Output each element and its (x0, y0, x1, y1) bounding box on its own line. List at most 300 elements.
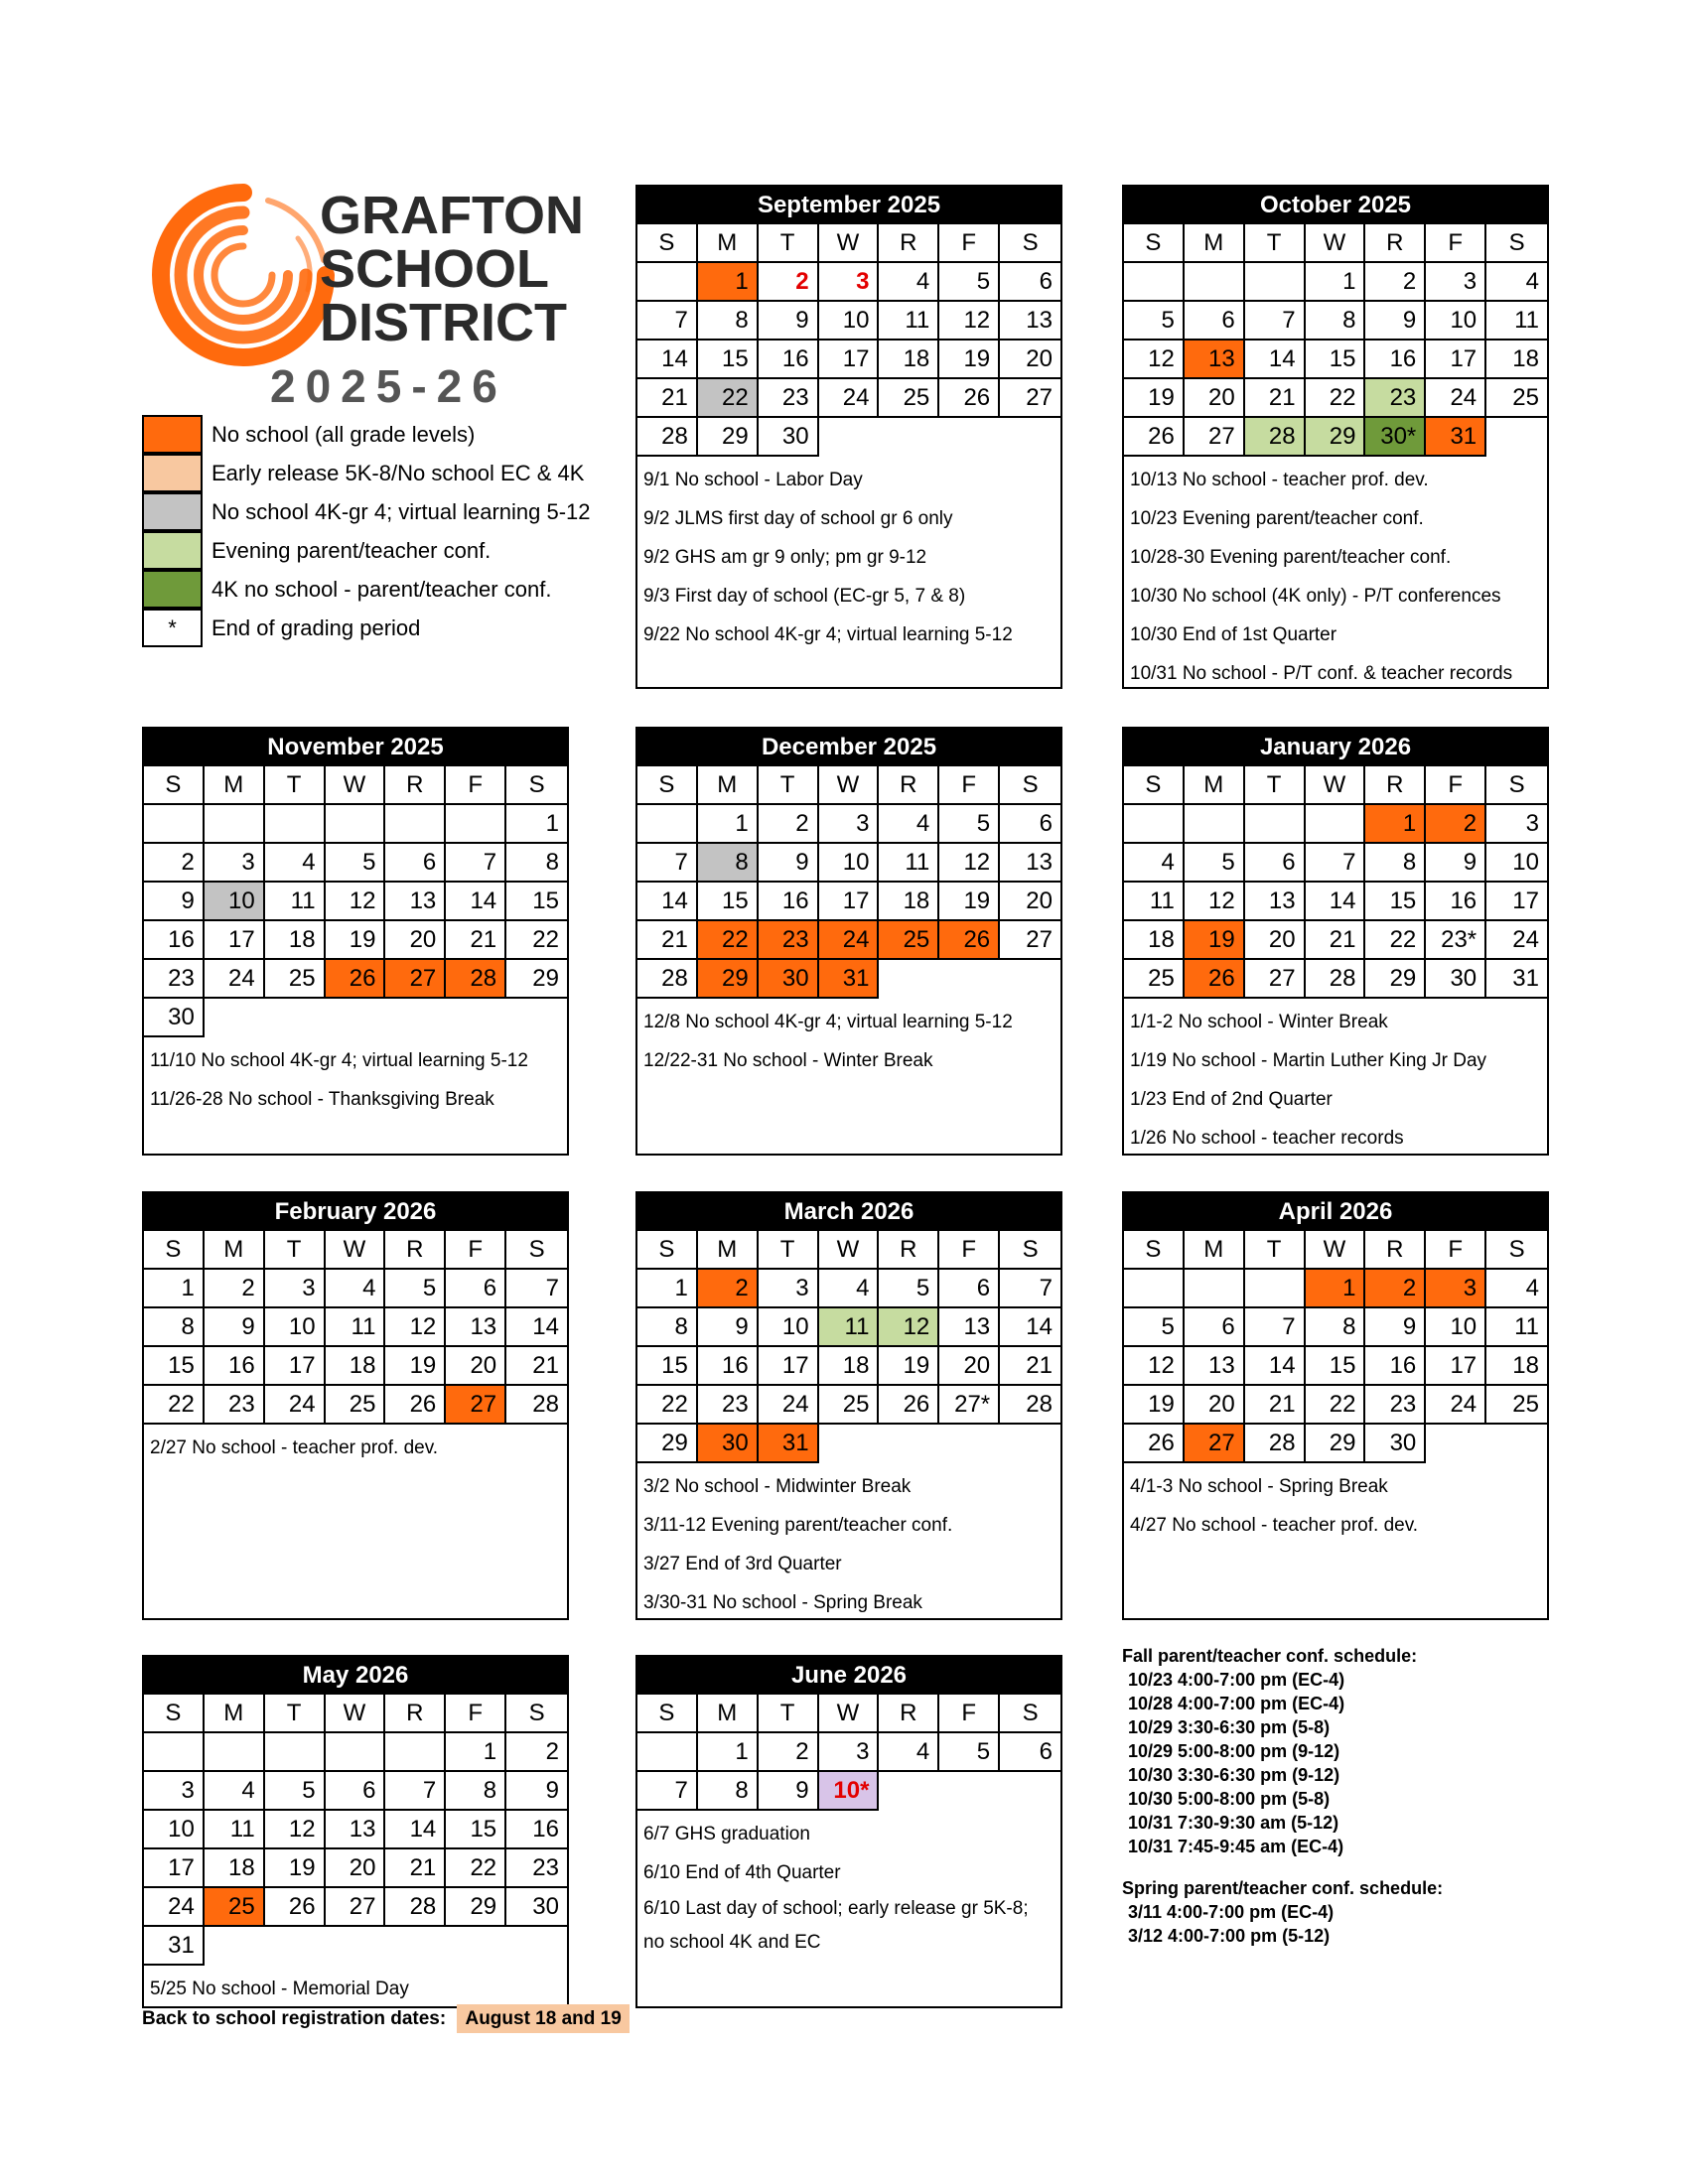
day-cell: 16 (1365, 1347, 1426, 1386)
day-cell: 30 (1426, 960, 1486, 999)
day-cell: 15 (144, 1347, 205, 1386)
empty-cell (265, 999, 326, 1037)
weekday-header: R (385, 1695, 446, 1733)
day-cell: 19 (265, 1849, 326, 1888)
day-cell: 14 (446, 883, 506, 921)
weekday-header: T (759, 224, 819, 263)
day-cell: 19 (939, 341, 1000, 379)
note-item: 11/10 No school 4K-gr 4; virtual learning 5-12 (150, 1050, 528, 1071)
empty-cell (1426, 1425, 1486, 1463)
day-cell: 17 (1426, 1347, 1486, 1386)
day-cell: 18 (879, 883, 939, 921)
weekday-header: W (1306, 1231, 1366, 1270)
month-notes (637, 457, 1060, 660)
day-cell: 23 (144, 960, 205, 999)
day-cell: 3 (819, 263, 880, 302)
month-grid (144, 1231, 567, 1425)
day-cell: 26 (1185, 960, 1245, 999)
day-cell: 8 (144, 1308, 205, 1347)
weekday-header: M (1185, 766, 1245, 805)
month-calendar (1122, 185, 1549, 689)
day-cell: 30 (144, 999, 205, 1037)
legend-row (142, 531, 599, 570)
day-cell: 28 (637, 960, 698, 999)
empty-cell (385, 1927, 446, 1966)
day-cell: 26 (1124, 1425, 1185, 1463)
day-cell: 16 (759, 883, 819, 921)
empty-cell (819, 1425, 880, 1463)
day-cell: 30 (698, 1425, 759, 1463)
weekday-header: T (1245, 766, 1306, 805)
note-item: 12/22-31 No school - Winter Break (643, 1050, 933, 1071)
day-cell: 7 (1306, 844, 1366, 883)
empty-cell (879, 1425, 939, 1463)
day-cell: 7 (637, 1772, 698, 1811)
weekday-header: T (265, 766, 326, 805)
empty-cell (1124, 805, 1185, 844)
empty-cell (265, 1927, 326, 1966)
day-cell: 11 (879, 302, 939, 341)
day-cell: 4 (205, 1772, 265, 1811)
day-cell: 17 (144, 1849, 205, 1888)
day-cell: 4 (879, 263, 939, 302)
weekday-header: S (506, 766, 567, 805)
day-cell: 18 (205, 1849, 265, 1888)
weekday-header: F (1426, 1231, 1486, 1270)
empty-cell (326, 1733, 386, 1772)
day-cell: 25 (265, 960, 326, 999)
day-cell: 27 (1245, 960, 1306, 999)
empty-cell (385, 805, 446, 844)
schedule-item: 10/29 3:30-6:30 pm (5-8) (1128, 1717, 1331, 1737)
note-item: 10/28-30 Evening parent/teacher conf. (1130, 547, 1452, 568)
day-cell: 13 (1000, 302, 1060, 341)
day-cell: 6 (1185, 302, 1245, 341)
empty-cell (144, 1733, 205, 1772)
day-cell: 16 (506, 1811, 567, 1849)
day-cell: 8 (1365, 844, 1426, 883)
day-cell: 1 (698, 263, 759, 302)
weekday-header: R (1365, 1231, 1426, 1270)
month-notes (1124, 999, 1547, 1163)
weekday-header: F (1426, 766, 1486, 805)
note-item: 10/23 Evening parent/teacher conf. (1130, 508, 1424, 529)
day-cell: 20 (1185, 379, 1245, 418)
day-cell: 6 (1245, 844, 1306, 883)
empty-cell (265, 805, 326, 844)
day-cell: 25 (1486, 379, 1547, 418)
day-cell: 3 (819, 805, 880, 844)
day-cell: 16 (759, 341, 819, 379)
day-cell: 3 (265, 1270, 326, 1308)
month-calendar (635, 1655, 1062, 2008)
weekday-header: S (144, 1231, 205, 1270)
day-cell: 23 (1365, 379, 1426, 418)
day-cell: 22 (144, 1386, 205, 1425)
month-grid (637, 1695, 1060, 1811)
day-cell: 5 (265, 1772, 326, 1811)
day-cell: 30 (506, 1888, 567, 1927)
note-item: 10/30 No school (4K only) - P/T conferences (1130, 586, 1501, 607)
weekday-header: T (1245, 224, 1306, 263)
legend-row (142, 570, 599, 609)
day-cell: 19 (385, 1347, 446, 1386)
day-cell: 6 (1000, 805, 1060, 844)
weekday-header: T (1245, 1231, 1306, 1270)
day-cell: 1 (1365, 805, 1426, 844)
weekday-header: W (819, 1695, 880, 1733)
note-item: 9/22 No school 4K-gr 4; virtual learning 5-12 (643, 624, 1013, 645)
weekday-header: S (506, 1695, 567, 1733)
day-cell: 1 (698, 805, 759, 844)
registration-dates: August 18 and 19 (457, 2004, 629, 2033)
weekday-header: W (1306, 224, 1366, 263)
day-cell: 5 (1124, 1308, 1185, 1347)
day-cell: 18 (819, 1347, 880, 1386)
day-cell: 28 (506, 1386, 567, 1425)
month-calendar (635, 1191, 1062, 1620)
month-notes (1124, 457, 1547, 699)
month-grid (1124, 1231, 1547, 1463)
day-cell: 12 (265, 1811, 326, 1849)
day-cell: 9 (759, 844, 819, 883)
day-cell: 10 (759, 1308, 819, 1347)
day-cell: 20 (1245, 921, 1306, 960)
month-notes (144, 1037, 567, 1125)
empty-cell (326, 805, 386, 844)
empty-cell (879, 960, 939, 999)
note-item: 2/27 No school - teacher prof. dev. (150, 1437, 439, 1458)
weekday-header: M (205, 766, 265, 805)
day-cell: 14 (506, 1308, 567, 1347)
weekday-header: M (205, 1695, 265, 1733)
day-cell: 14 (637, 341, 698, 379)
day-cell: 28 (446, 960, 506, 999)
schedule-item: 3/12 4:00-7:00 pm (5-12) (1128, 1926, 1331, 1946)
day-cell: 10 (819, 302, 880, 341)
month-title: April 2026 (1124, 1193, 1547, 1231)
day-cell: 1 (446, 1733, 506, 1772)
month-title: June 2026 (637, 1657, 1060, 1695)
day-cell: 24 (205, 960, 265, 999)
weekday-header: W (819, 766, 880, 805)
empty-cell (637, 1733, 698, 1772)
day-cell: 2 (506, 1733, 567, 1772)
day-cell: 18 (879, 341, 939, 379)
note-item: 10/30 End of 1st Quarter (1130, 624, 1337, 645)
day-cell: 7 (446, 844, 506, 883)
empty-cell (1124, 1270, 1185, 1308)
day-cell: 1 (637, 1270, 698, 1308)
empty-cell (265, 1733, 326, 1772)
day-cell: 24 (819, 379, 880, 418)
day-cell: 27 (326, 1888, 386, 1927)
weekday-header: S (637, 1695, 698, 1733)
day-cell: 8 (1306, 302, 1366, 341)
school-year: 2025-26 (270, 360, 507, 412)
empty-cell (446, 1927, 506, 1966)
month-calendar (1122, 727, 1549, 1156)
weekday-header: S (1124, 224, 1185, 263)
day-cell: 30* (1365, 418, 1426, 457)
legend-label: End of grading period (211, 615, 421, 640)
day-cell: 23 (759, 921, 819, 960)
day-cell: 29 (1306, 1425, 1366, 1463)
empty-cell (506, 1927, 567, 1966)
day-cell: 27 (385, 960, 446, 999)
empty-cell (1000, 1425, 1060, 1463)
weekday-header: W (326, 1231, 386, 1270)
day-cell: 11 (1486, 1308, 1547, 1347)
note-item: 1/26 No school - teacher records (1130, 1128, 1404, 1149)
day-cell: 21 (1306, 921, 1366, 960)
day-cell: 29 (446, 1888, 506, 1927)
note-item: 9/1 No school - Labor Day (643, 470, 863, 490)
day-cell: 7 (506, 1270, 567, 1308)
empty-cell (1486, 1425, 1547, 1463)
weekday-header: W (326, 1695, 386, 1733)
legend-swatch (142, 454, 203, 492)
weekday-header: R (1365, 766, 1426, 805)
weekday-header: F (446, 1695, 506, 1733)
weekday-header: M (1185, 224, 1245, 263)
month-grid (637, 1231, 1060, 1463)
weekday-header: S (1486, 766, 1547, 805)
day-cell: 9 (759, 1772, 819, 1811)
empty-cell (637, 263, 698, 302)
month-notes (637, 999, 1060, 1086)
day-cell: 5 (939, 805, 1000, 844)
weekday-header: R (385, 766, 446, 805)
day-cell: 17 (265, 1347, 326, 1386)
day-cell: 8 (698, 1772, 759, 1811)
day-cell: 1 (1306, 263, 1366, 302)
day-cell: 30 (1365, 1425, 1426, 1463)
day-cell: 16 (205, 1347, 265, 1386)
day-cell: 3 (144, 1772, 205, 1811)
day-cell: 10 (1486, 844, 1547, 883)
day-cell: 21 (1245, 379, 1306, 418)
day-cell: 10 (205, 883, 265, 921)
day-cell: 3 (205, 844, 265, 883)
empty-cell (205, 999, 265, 1037)
day-cell: 5 (326, 844, 386, 883)
day-cell: 6 (385, 844, 446, 883)
day-cell: 11 (1486, 302, 1547, 341)
day-cell: 12 (939, 844, 1000, 883)
legend-label: 4K no school - parent/teacher conf. (211, 577, 552, 602)
weekday-header: S (506, 1231, 567, 1270)
legend-swatch (142, 415, 203, 454)
day-cell: 2 (1365, 1270, 1426, 1308)
empty-cell (385, 1733, 446, 1772)
empty-cell (446, 805, 506, 844)
empty-cell (1124, 263, 1185, 302)
note-item: 9/3 First day of school (EC-gr 5, 7 & 8) (643, 586, 966, 607)
day-cell: 14 (1000, 1308, 1060, 1347)
note-item: 10/13 No school - teacher prof. dev. (1130, 470, 1429, 490)
day-cell: 6 (939, 1270, 1000, 1308)
day-cell: 25 (1486, 1386, 1547, 1425)
weekday-header: W (1306, 766, 1366, 805)
day-cell: 23 (506, 1849, 567, 1888)
day-cell: 30 (759, 418, 819, 457)
schedule-item: 10/29 5:00-8:00 pm (9-12) (1128, 1741, 1340, 1761)
month-grid (144, 766, 567, 1037)
note-item: 1/23 End of 2nd Quarter (1130, 1089, 1333, 1110)
note-item: 1/1-2 No school - Winter Break (1130, 1012, 1388, 1032)
day-cell: 29 (698, 960, 759, 999)
schedule-item: 10/23 4:00-7:00 pm (EC-4) (1128, 1670, 1345, 1690)
day-cell: 29 (1365, 960, 1426, 999)
weekday-header: S (637, 1231, 698, 1270)
month-grid (1124, 224, 1547, 457)
day-cell: 8 (698, 844, 759, 883)
day-cell: 10 (819, 844, 880, 883)
month-notes (1124, 1463, 1547, 1551)
month-title: October 2025 (1124, 187, 1547, 224)
day-cell: 15 (637, 1347, 698, 1386)
day-cell: 3 (759, 1270, 819, 1308)
month-grid (637, 224, 1060, 457)
empty-cell (326, 1927, 386, 1966)
note-item: 3/27 End of 3rd Quarter (643, 1554, 842, 1574)
day-cell: 14 (1245, 1347, 1306, 1386)
day-cell: 19 (1124, 379, 1185, 418)
day-cell: 21 (637, 379, 698, 418)
weekday-header: S (1124, 766, 1185, 805)
weekday-header: M (205, 1231, 265, 1270)
day-cell: 1 (506, 805, 567, 844)
spring-conference-schedule (1122, 1876, 1443, 1948)
day-cell: 8 (1306, 1308, 1366, 1347)
day-cell: 13 (1000, 844, 1060, 883)
legend-row (142, 609, 599, 647)
weekday-header: T (759, 1231, 819, 1270)
day-cell: 7 (637, 302, 698, 341)
day-cell: 9 (1365, 1308, 1426, 1347)
day-cell: 19 (1124, 1386, 1185, 1425)
day-cell: 23 (759, 379, 819, 418)
note-item: 3/11-12 Evening parent/teacher conf. (643, 1515, 953, 1536)
day-cell: 4 (265, 844, 326, 883)
legend-swatch (142, 492, 203, 531)
day-cell: 4 (819, 1270, 880, 1308)
day-cell: 2 (759, 1733, 819, 1772)
month-calendar (142, 1655, 569, 2008)
weekday-header: S (144, 1695, 205, 1733)
legend-row (142, 454, 599, 492)
day-cell: 10 (144, 1811, 205, 1849)
day-cell: 27 (1185, 418, 1245, 457)
note-item: 10/31 No school - P/T conf. & teacher records (1130, 663, 1513, 684)
day-cell: 5 (1124, 302, 1185, 341)
day-cell: 21 (1000, 1347, 1060, 1386)
day-cell: 4 (879, 1733, 939, 1772)
schedule-item: 3/11 4:00-7:00 pm (EC-4) (1128, 1902, 1335, 1922)
weekday-header: M (698, 766, 759, 805)
day-cell: 21 (637, 921, 698, 960)
month-title: December 2025 (637, 729, 1060, 766)
empty-cell (144, 805, 205, 844)
empty-cell (1306, 805, 1366, 844)
month-calendar (635, 727, 1062, 1156)
registration-line (142, 2003, 630, 2035)
empty-cell (1486, 418, 1547, 457)
day-cell: 13 (446, 1308, 506, 1347)
day-cell: 13 (1245, 883, 1306, 921)
legend-swatch (142, 531, 203, 570)
note-item: 5/25 No school - Memorial Day (150, 1979, 409, 1999)
empty-cell (205, 1927, 265, 1966)
empty-cell (1000, 1772, 1060, 1811)
day-cell: 15 (698, 883, 759, 921)
day-cell: 6 (446, 1270, 506, 1308)
day-cell: 4 (1124, 844, 1185, 883)
weekday-header: F (1426, 224, 1486, 263)
schedule-item: 10/30 3:30-6:30 pm (9-12) (1128, 1765, 1340, 1785)
day-cell: 19 (1185, 921, 1245, 960)
month-notes (144, 1425, 567, 1473)
day-cell: 8 (446, 1772, 506, 1811)
weekday-header: F (939, 1231, 1000, 1270)
day-cell: 29 (1306, 418, 1366, 457)
day-cell: 15 (1306, 341, 1366, 379)
note-item: 3/30-31 No school - Spring Break (643, 1592, 922, 1613)
legend-label: Evening parent/teacher conf. (211, 538, 492, 563)
day-cell: 18 (1486, 341, 1547, 379)
weekday-header: S (637, 766, 698, 805)
empty-cell (326, 999, 386, 1037)
day-cell: 11 (205, 1811, 265, 1849)
empty-cell (939, 418, 1000, 457)
day-cell: 7 (1000, 1270, 1060, 1308)
day-cell: 28 (1245, 1425, 1306, 1463)
day-cell: 26 (326, 960, 386, 999)
swirl-logo-icon (149, 181, 338, 369)
empty-cell (819, 418, 880, 457)
month-title: February 2026 (144, 1193, 567, 1231)
empty-cell (1245, 1270, 1306, 1308)
day-cell: 20 (446, 1347, 506, 1386)
day-cell: 20 (385, 921, 446, 960)
day-cell: 20 (1000, 341, 1060, 379)
day-cell: 24 (144, 1888, 205, 1927)
day-cell: 21 (385, 1849, 446, 1888)
weekday-header: W (819, 224, 880, 263)
day-cell: 26 (939, 921, 1000, 960)
weekday-header: S (1000, 224, 1060, 263)
day-cell: 6 (1185, 1308, 1245, 1347)
day-cell: 23* (1426, 921, 1486, 960)
day-cell: 22 (637, 1386, 698, 1425)
weekday-header: R (879, 224, 939, 263)
empty-cell (1185, 1270, 1245, 1308)
note-item: 3/2 No school - Midwinter Break (643, 1476, 912, 1497)
day-cell: 25 (326, 1386, 386, 1425)
note-item: 1/19 No school - Martin Luther King Jr Day (1130, 1050, 1487, 1071)
weekday-header: S (637, 224, 698, 263)
day-cell: 4 (326, 1270, 386, 1308)
weekday-header: R (879, 1231, 939, 1270)
day-cell: 26 (385, 1386, 446, 1425)
legend-label: No school 4K-gr 4; virtual learning 5-12 (211, 499, 591, 524)
day-cell: 20 (1000, 883, 1060, 921)
day-cell: 4 (1486, 263, 1547, 302)
day-cell: 17 (1426, 341, 1486, 379)
day-cell: 1 (144, 1270, 205, 1308)
day-cell: 22 (1306, 1386, 1366, 1425)
